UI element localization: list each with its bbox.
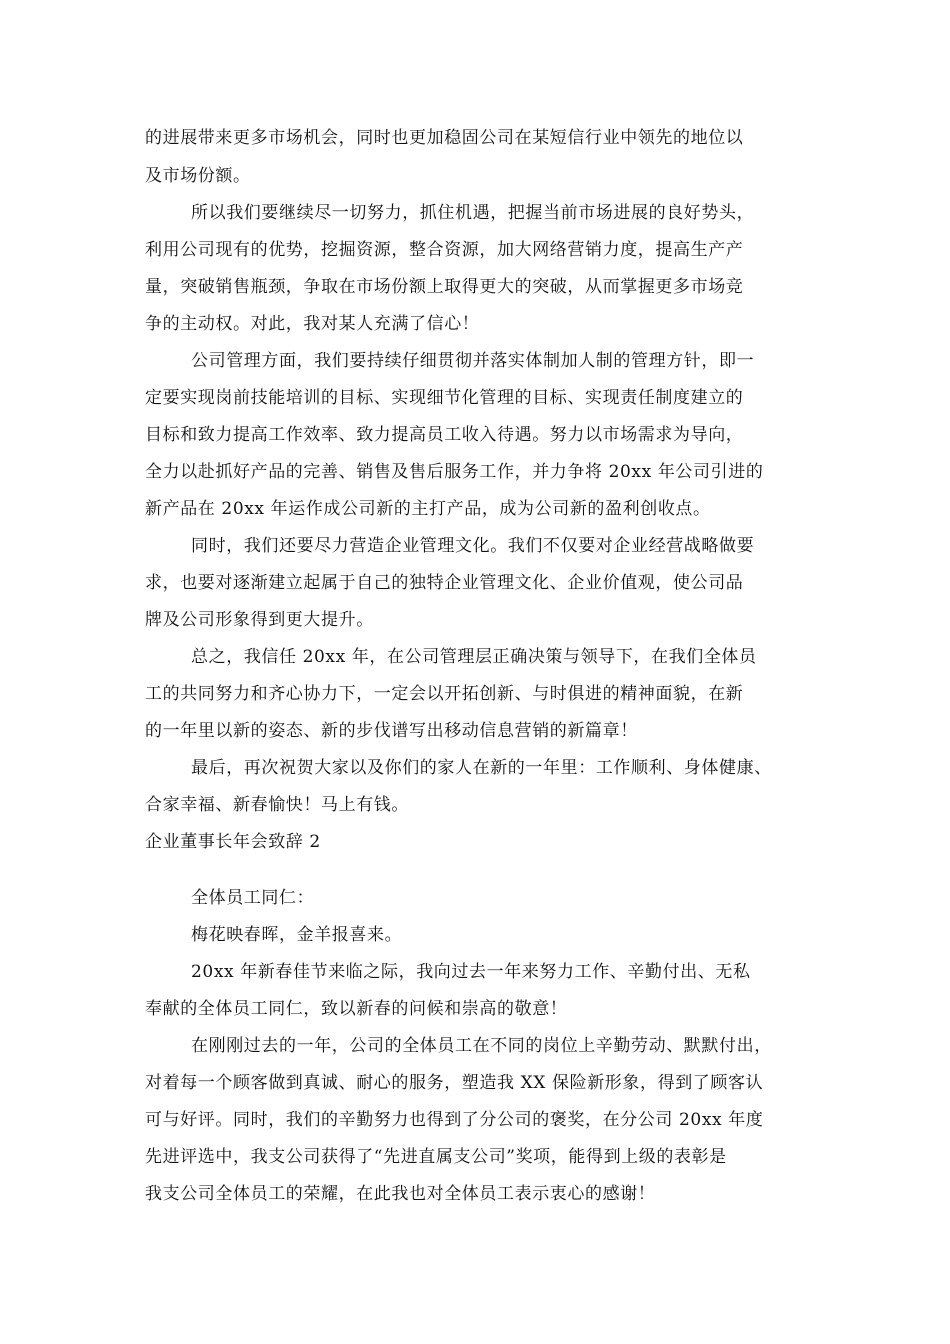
- paragraph-line: 利用公司现有的优势，挖掘资源，整合资源，加大网络营销力度，提高生产产: [145, 240, 744, 260]
- paragraph-line: 可与好评。同时，我们的辛勤努力也得到了分公司的褒奖，在分公司 20xx 年度: [145, 1110, 764, 1130]
- paragraph-line: 牌及公司形象得到更大提升。: [145, 610, 374, 630]
- paragraph-line: 工的共同努力和齐心协力下，一定会以开拓创新、与时俱进的精神面貌，在新: [145, 684, 744, 704]
- paragraph-line: 及市场份额。: [145, 166, 251, 186]
- paragraph-line: 总之，我信任 20xx 年，在公司管理层正确决策与领导下，在我们全体员: [191, 647, 757, 667]
- salutation: 全体员工同仁：: [191, 888, 315, 908]
- paragraph-line: 对着每一个顾客做到真诚、耐心的服务，塑造我 XX 保险新形象，得到了顾客认: [145, 1073, 764, 1093]
- paragraph-line: 的进展带来更多市场机会，同时也更加稳固公司在某短信行业中领先的地位以: [145, 128, 744, 148]
- paragraph-line: 定要实现岗前技能培训的目标、实现细节化管理的目标、实现责任制度建立的: [145, 388, 744, 408]
- paragraph-line: 在刚刚过去的一年，公司的全体员工在不同的岗位上辛勤劳动、默默付出，: [191, 1036, 772, 1056]
- paragraph-line: 所以我们要继续尽一切努力，抓住机遇，把握当前市场进展的良好势头，: [191, 203, 755, 223]
- paragraph-line: 量，突破销售瓶颈，争取在市场份额上取得更大的突破，从而掌握更多市场竞: [145, 277, 744, 297]
- paragraph-line: 20xx 年新春佳节来临之际，我向过去一年来努力工作、辛勤付出、无私: [191, 962, 751, 982]
- paragraph-line: 奉献的全体员工同仁，致以新春的问候和崇高的敬意！: [145, 999, 568, 1019]
- paragraph-line: 求，也要对逐渐建立起属于自己的独特企业管理文化、企业价值观，使公司品: [145, 573, 744, 593]
- paragraph-line: 公司管理方面，我们要持续仔细贯彻并落实体制加人制的管理方针，即一: [191, 351, 755, 371]
- paragraph-line: 新产品在 20xx 年运作成公司新的主打产品，成为公司新的盈利创收点。: [145, 499, 711, 519]
- section-title: 企业董事长年会致辞 2: [145, 832, 321, 852]
- paragraph-line: 争的主动权。对此，我对某人充满了信心！: [145, 314, 480, 334]
- paragraph-line: 同时，我们还要尽力营造企业管理文化。我们不仅要对企业经营战略做要: [191, 536, 755, 556]
- paragraph-line: 全力以赴抓好产品的完善、销售及售后服务工作，并力争将 20xx 年公司引进的: [145, 462, 764, 482]
- paragraph-line: 梅花映春晖，金羊报喜来。: [191, 925, 403, 945]
- paragraph-line: 目标和致力提高工作效率、致力提高员工收入待遇。努力以市场需求为导向，: [145, 425, 744, 445]
- paragraph-line: 我支公司全体员工的荣耀，在此我也对全体员工表示衷心的感谢！: [145, 1184, 656, 1204]
- paragraph-line: 先进评选中，我支公司获得了“先进直属支公司”奖项，能得到上级的表彰是: [145, 1147, 727, 1167]
- paragraph-line: 的一年里以新的姿态、新的步伐谱写出移动信息营销的新篇章！: [145, 721, 638, 741]
- paragraph-line: 合家幸福、新春愉快！马上有钱。: [145, 795, 409, 815]
- paragraph-line: 最后，再次祝贺大家以及你们的家人在新的一年里：工作顺利、身体健康、: [191, 758, 772, 778]
